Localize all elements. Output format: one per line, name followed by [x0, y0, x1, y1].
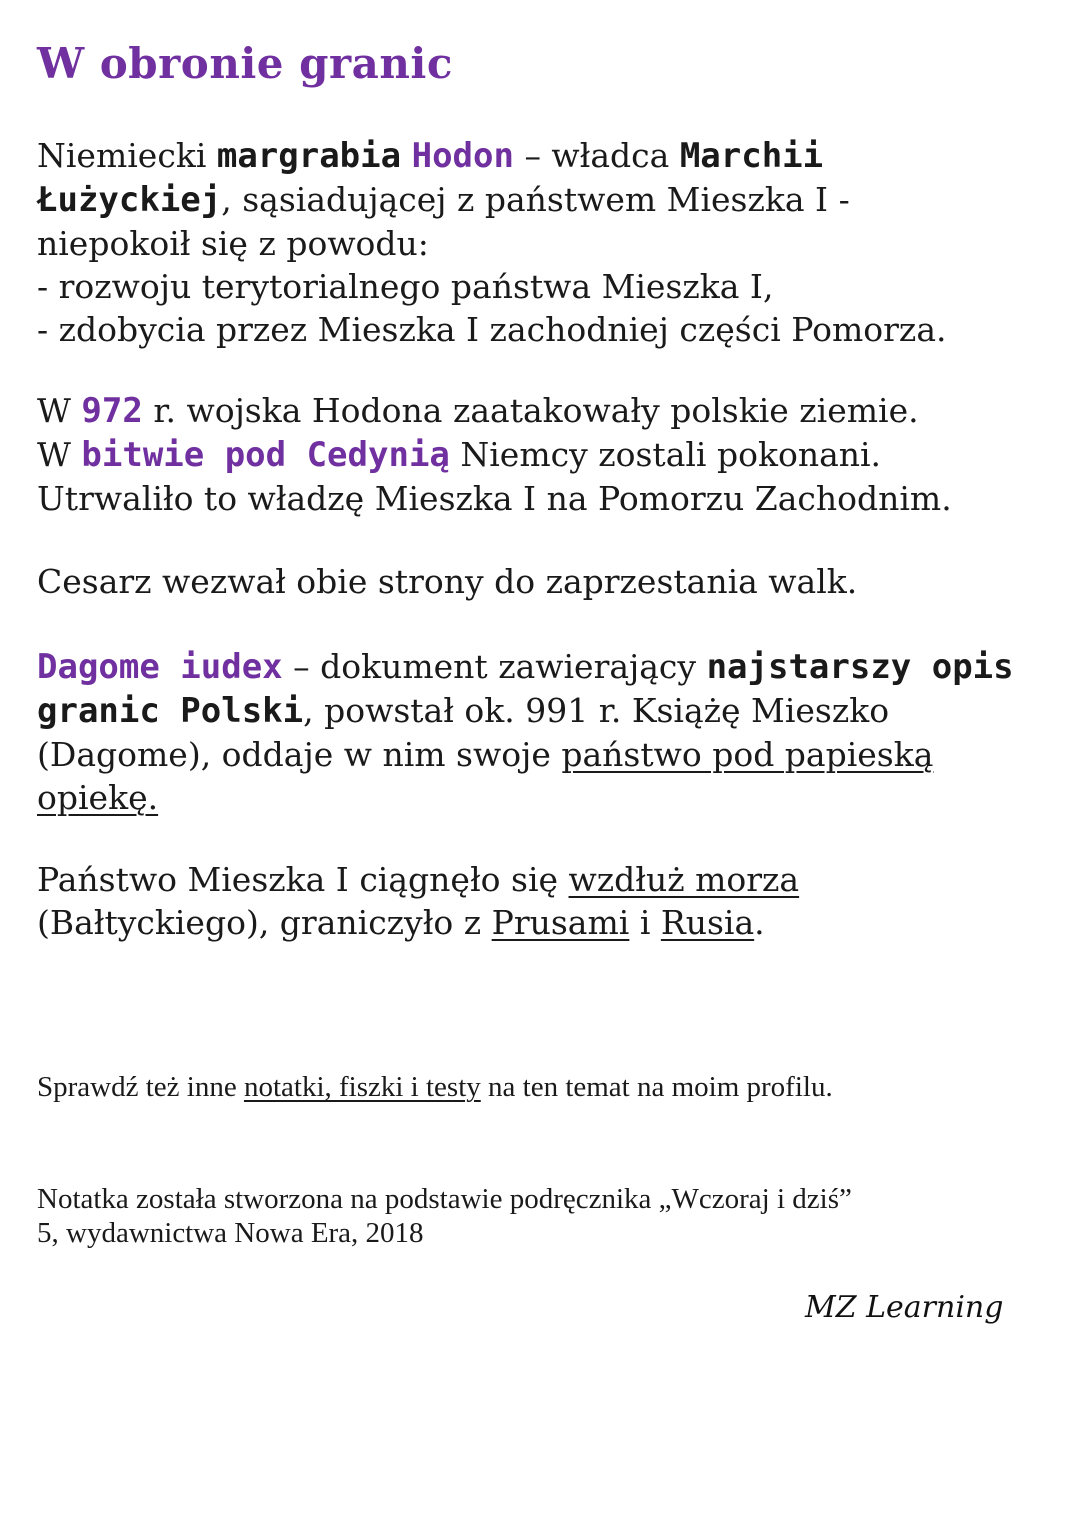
footer-note — [37, 1070, 1047, 1104]
keyword-hodon: Hodon — [411, 136, 514, 176]
paragraph-emperor — [37, 560, 1047, 603]
text: na ten temat na moim profilu. — [480, 1071, 833, 1103]
paragraph-battle — [37, 389, 1047, 520]
text: Sprawdź też inne — [37, 1071, 244, 1103]
text: (Bałtyckiego), graniczyło z — [37, 903, 492, 942]
text: – władca — [513, 136, 680, 175]
underlined-text: opiekę. — [37, 778, 159, 817]
keyword-polish-borders: granic Polski — [37, 691, 304, 731]
source-note — [37, 1182, 1047, 1250]
text: (Dagome), oddaje w nim swoje — [37, 735, 562, 774]
keyword-luzyckiej: Łużyckiej — [37, 180, 222, 220]
text: , powstał ok. 991 r. Książę Mieszko — [303, 691, 890, 730]
underlined-text: państwo pod papieską — [561, 735, 934, 774]
page-title: W obronie granic — [37, 39, 453, 88]
underlined-rus: Rusia — [660, 903, 755, 942]
text: , sąsiadującej z państwem Mieszka I - — [221, 180, 850, 219]
keyword-marchii: Marchii — [679, 136, 824, 176]
text: r. wojska Hodona zaatakowały polskie ziemie. — [142, 391, 919, 430]
keyword-oldest-description: najstarszy opis — [706, 647, 1014, 687]
keyword-year: 972 — [81, 391, 143, 431]
text: niepokoił się z powodu: — [37, 224, 429, 263]
keyword-margrabia: margrabia — [216, 136, 402, 176]
underlined-sea: wzdłuż morza — [568, 860, 800, 899]
text: i — [629, 903, 661, 942]
underlined-prusy: Prusami — [491, 903, 630, 942]
text: W — [37, 391, 82, 430]
text: . — [754, 903, 765, 942]
text: W — [37, 435, 82, 474]
source-line-1: Notatka została stworzona na podstawie podręcznika „Wczoraj i dziś” — [37, 1183, 852, 1215]
keyword-battle: bitwie pod Cedynią — [81, 435, 450, 475]
paragraph-dagome — [37, 645, 1047, 819]
text: Niemiecki — [37, 136, 217, 175]
text: Niemcy zostali pokonani. — [449, 435, 882, 474]
list-item: - rozwoju terytorialnego państwa Mieszka I, — [37, 267, 774, 306]
profile-link[interactable]: notatki, fiszki i testy — [243, 1071, 481, 1103]
text: Państwo Mieszka I ciągnęło się — [37, 860, 569, 899]
paragraph-hodon — [37, 134, 1047, 351]
source-line-2: 5, wydawnictwa Nowa Era, 2018 — [37, 1217, 424, 1249]
paragraph-borders — [37, 858, 1047, 944]
keyword-dagome-iudex: Dagome iudex — [37, 647, 283, 687]
text: Utrwaliło to władzę Mieszka I na Pomorzu Zachodnim. — [37, 479, 952, 518]
list-item: - zdobycia przez Mieszka I zachodniej części Pomorza. — [37, 310, 947, 349]
text: Cesarz wezwał obie strony do zaprzestania walk. — [37, 562, 858, 601]
brand-signature: MZ Learning — [805, 1290, 1004, 1325]
text: – dokument zawierający — [282, 647, 707, 686]
